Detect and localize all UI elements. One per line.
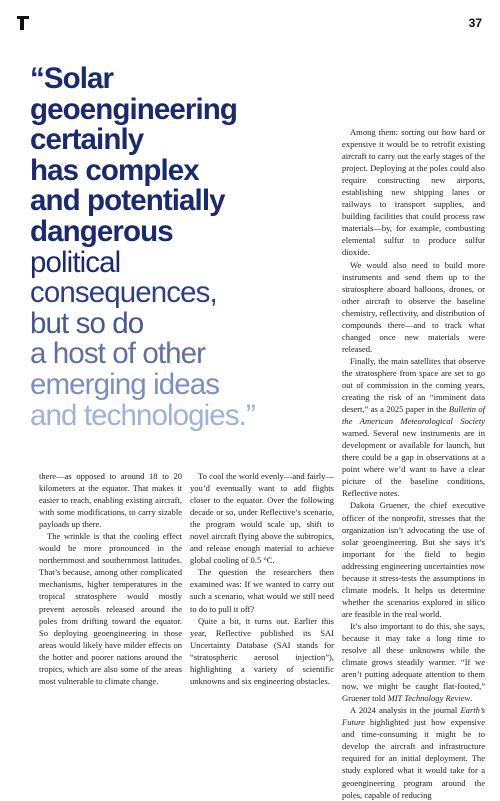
page-number: 37 bbox=[468, 16, 482, 30]
publication-logo-icon bbox=[17, 16, 29, 30]
body-paragraph: A 2024 analysis in the journal Earth’s Future highlighted just how expensive and time-consuming it might be to develop the aircraft and infrastructure required for an initial deployment. The study explored what it would take for a geoengineering program around the poles, capable of reducing bbox=[342, 705, 485, 800]
body-paragraph: Finally, the main satellites that observe the stratosphere from space are set to go out of commission in the coming years, creating the risk of an “imminent data desert,” as a 2025 paper in the Bulletin of the American Meteorological Society warned. Several new instruments are in development or available for launch, but there could be a gap in observations at a point where we’d want to have a clear picture of the baseline conditions, Reflective notes. bbox=[342, 355, 485, 499]
body-paragraph: Dakota Gruener, the chief executive officer of the nonprofit, stresses that the organization isn’t advocating the use of solar geoengineering. But she says it’s important for the field to begin addressing engineering uncertainties now because it stress-tests the assumptions in climate models. It helps us determine whether the scenarios explored in silico are feasible in the real world. bbox=[342, 500, 485, 619]
pull-quote bbox=[30, 64, 315, 431]
body-paragraph: We would also need to build more instruments and send them up to the stratosphere aboard balloons, drones, or other aircraft to observe the baseline chemistry, reflectivity, and distribution of compounds there—and to track what changed once new materials were released. bbox=[342, 259, 485, 354]
pull-quote-line: political bbox=[30, 245, 121, 279]
pull-quote-line: and technologies.” bbox=[30, 398, 255, 432]
body-paragraph: It’s also important to do this, she says, because it may take a long time to resolve all these unknowns while the climate grows steadily warmer. “If we aren’t putting adequate attention to them now, we might be caught flat-footed,” Gruener told MIT Technology Review. bbox=[342, 620, 485, 704]
article-column-left bbox=[39, 470, 182, 687]
body-paragraph: there—as opposed to around 18 to 20 kilometers at the equator. That makes it easier to reach, enabling existing aircraft, with some modifications, to carry sizable payloads up there. bbox=[39, 471, 182, 530]
body-paragraph: To cool the world evenly—and fairly—you’d eventually want to add flights closer to the equator. Over the following decade or so, under Reflective’s scenario, the program would scale up, shift to novel aircraft flying above the subtropics, and release enough material to achieve global cooling of 0.5 °C. bbox=[190, 471, 334, 566]
pull-quote-line: a host of other bbox=[30, 337, 206, 371]
pull-quote-line: dangerous bbox=[30, 214, 173, 248]
publication-title: MIT Technology Review bbox=[387, 693, 471, 704]
article-column-middle bbox=[190, 470, 334, 687]
pull-quote-line: and potentially bbox=[30, 184, 225, 218]
body-paragraph: Among them: sorting out how hard or expensive it would be to retrofit existing aircraft to carry out the early stages of the project. Deploying at the poles could also require constructing new airports, establishing new shipping lanes or railways to transport supplies, and building facilities that could process raw materials—by, for example, combusting elemental sulfur to produce sulfur dioxide. bbox=[342, 127, 485, 258]
journal-title: Earth’s Future bbox=[342, 705, 485, 728]
journal-title: Bulletin of the American Meteorological Society bbox=[342, 404, 485, 427]
pull-quote-line: but so do bbox=[30, 306, 144, 340]
article-column-right bbox=[342, 126, 485, 801]
body-paragraph: The question the researchers then examined was: If we wanted to carry out such a scenario, what would we still need to do to pull it off? bbox=[190, 567, 334, 614]
pull-quote-line: “Solar bbox=[30, 62, 114, 95]
pull-quote-line: consequences, bbox=[30, 276, 217, 310]
pull-quote-line: has complex bbox=[30, 153, 199, 187]
body-paragraph: Quite a bit, it turns out. Earlier this year, Reflective published its SAI Uncertainty Database (SAI stands for “stratospheric aerosol injection”), highlighting a variety of scientific unknowns and six engineering obstacles. bbox=[190, 615, 334, 686]
pull-quote-line: geoengineering bbox=[30, 92, 238, 126]
pull-quote-line: certainly bbox=[30, 123, 144, 157]
pull-quote-line: emerging ideas bbox=[30, 367, 220, 401]
body-paragraph: The wrinkle is that the cooling effect would be more pronounced in the northernmost and southernmost latitudes. That’s because, among other complicated mechanisms, higher temperatures in the tropical stratosphere would mostly prevent aerosols released around the poles from drifting toward the equator. So deploying geoengineering in those areas would likely have milder effects on the hotter and poorer nations around the tropics, which are also some of the areas most vulnerable to climate change. bbox=[39, 531, 182, 686]
